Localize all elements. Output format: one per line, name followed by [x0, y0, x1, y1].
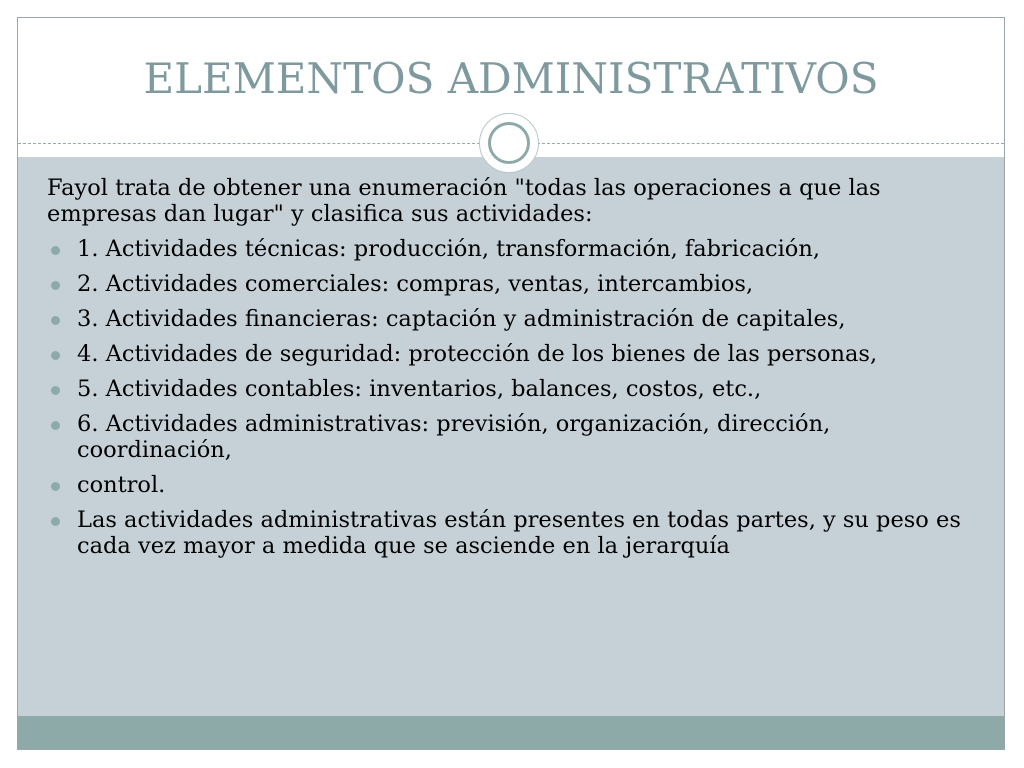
list-item: [47, 271, 987, 297]
bullet-icon: [51, 386, 60, 395]
bullet-icon: [51, 281, 60, 290]
list-item-text: 2. Actividades comerciales: compras, ventas, intercambios,: [77, 271, 754, 297]
slide-body: [47, 175, 987, 568]
footer-bar: [18, 716, 1004, 750]
bullet-icon: [51, 316, 60, 325]
circle-ornament-icon: [479, 113, 539, 173]
list-item: [47, 306, 987, 332]
bullet-icon: [51, 421, 60, 430]
list-item-text: 1. Actividades técnicas: producción, transformación, fabricación,: [77, 236, 820, 262]
list-item-text: control.: [77, 472, 166, 498]
list-item-text: 3. Actividades financieras: captación y administración de capitales,: [77, 306, 846, 332]
bullet-icon: [51, 482, 60, 491]
slide-title: ELEMENTOS ADMINISTRATIVOS: [143, 54, 879, 103]
bullet-icon: [51, 246, 60, 255]
bullet-icon: [51, 351, 60, 360]
list-item: [47, 507, 987, 559]
list-item: [47, 411, 987, 463]
slide: [17, 17, 1005, 750]
list-item-text: 6. Actividades administrativas: previsión, organización, dirección, coordinación,: [77, 411, 831, 463]
bullet-icon: [51, 517, 60, 526]
bullet-list: [47, 236, 987, 559]
list-item-text: Las actividades administrativas están presentes en todas partes, y su peso es cada vez mayor a medida que se asciende en la jerarquía: [77, 507, 961, 559]
list-item: [47, 376, 987, 402]
list-item: [47, 472, 987, 498]
intro-paragraph: Fayol trata de obtener una enumeración "todas las operaciones a que las empresas dan lugar" y clasifica sus actividades:: [47, 175, 881, 227]
list-item-text: 4. Actividades de seguridad: protección de los bienes de las personas,: [77, 341, 878, 367]
list-item: [47, 236, 987, 262]
list-item-text: 5. Actividades contables: inventarios, balances, costos, etc.,: [77, 376, 762, 402]
list-item: [47, 341, 987, 367]
circle-ring: [488, 122, 530, 164]
